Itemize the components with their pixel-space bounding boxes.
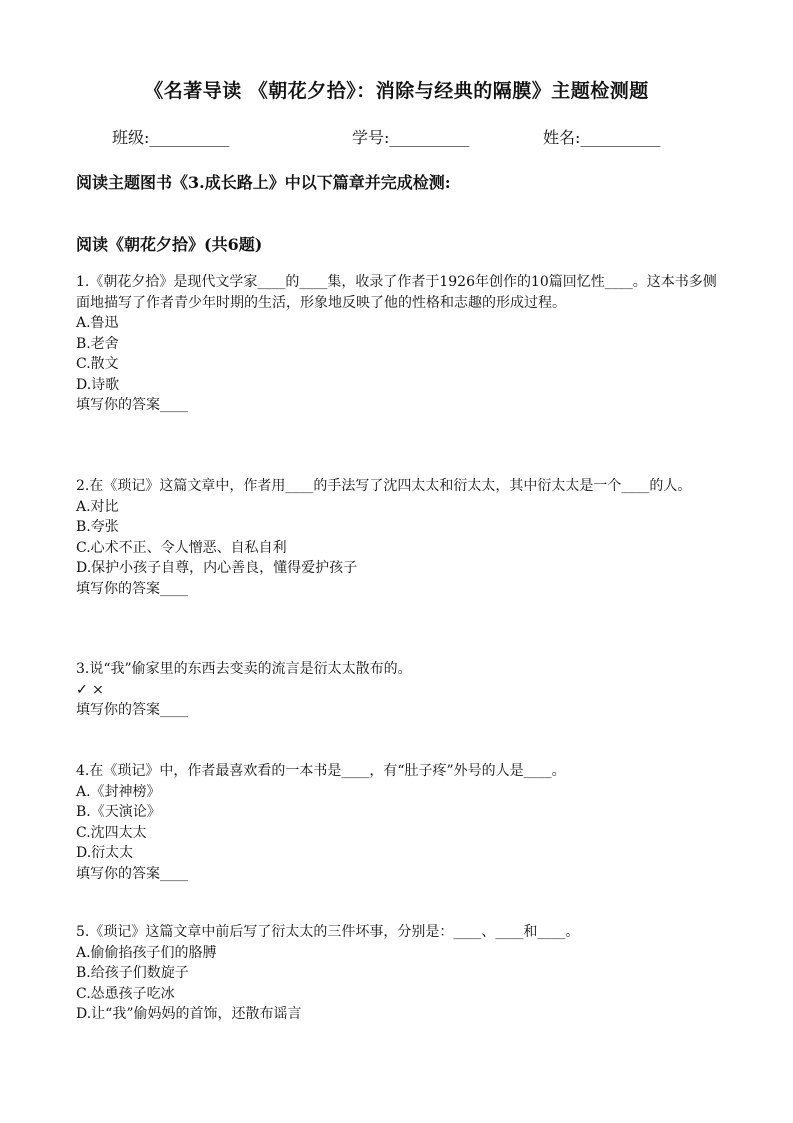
option: A.《封神榜》 — [76, 783, 161, 800]
option: C.怂恿孩子吃冰 — [76, 985, 175, 1002]
true-false-options: ✓ × — [76, 681, 104, 698]
student-number-field: 学号:__________ — [352, 128, 470, 147]
question-2 — [76, 476, 726, 599]
option: D.保护小孩子自尊，内心善良，懂得爱护孩子 — [76, 560, 358, 576]
option: B.《天演论》 — [76, 804, 161, 820]
section-title: 阅读《朝花夕拾》(共6题) — [76, 235, 263, 254]
answer-blank: 填写你的答案____ — [76, 865, 188, 882]
option: D.诗歌 — [76, 376, 120, 393]
option: A.偷偷掐孩子们的胳膊 — [76, 944, 217, 961]
answer-blank: 填写你的答案____ — [76, 397, 188, 413]
option: A.鲁迅 — [76, 315, 119, 331]
question-stem: 1.《朝花夕拾》是现代文学家____的____集，收录了作者于1926年创作的10篇回忆性____。这本书多侧面地描写了作者青少年时期的生活，形象地反映了他的性格和志趣的形成过程。 — [76, 274, 717, 311]
question-1 — [76, 272, 726, 416]
question-stem: 3.说“我”偷家里的东西去变卖的流言是衍太太散布的。 — [76, 661, 412, 677]
option: C.心术不正、令人憎恶、自私自利 — [76, 539, 287, 556]
option: D.让“我”偷妈妈的首饰，还散布谣言 — [76, 1006, 302, 1022]
page-title: 《名著导读 《朝花夕拾》：消除与经典的隔膜》主题检测题 — [144, 80, 649, 102]
name-field: 姓名:__________ — [543, 128, 661, 147]
answer-blank: 填写你的答案____ — [76, 702, 188, 718]
reading-instruction: 阅读主题图书《3.成长路上》中以下篇章并完成检测: — [76, 173, 451, 192]
option: C.散文 — [76, 356, 119, 372]
option: B.老舍 — [76, 335, 119, 352]
option: D.衍太太 — [76, 845, 134, 861]
question-stem: 4.在《琐记》中，作者最喜欢看的一本书是____，有“肚子疼”外号的人是____。 — [76, 763, 566, 779]
question-3 — [76, 659, 726, 721]
option: B.夸张 — [76, 519, 119, 535]
option: C.沈四太太 — [76, 824, 147, 841]
option: A.对比 — [76, 498, 119, 515]
question-stem: 2.在《琐记》这篇文章中，作者用____的手法写了沈四太太和衍太太，其中衍太太是一个____的人。 — [76, 478, 692, 494]
question-5 — [76, 922, 726, 1025]
question-4 — [76, 761, 726, 884]
answer-blank: 填写你的答案____ — [76, 580, 188, 597]
class-field: 班级:__________ — [112, 128, 230, 147]
question-stem: 5.《琐记》这篇文章中前后写了衍太太的三件坏事，分别是：____、____和____。 — [76, 924, 580, 940]
option: B.给孩子们数旋子 — [76, 965, 189, 981]
